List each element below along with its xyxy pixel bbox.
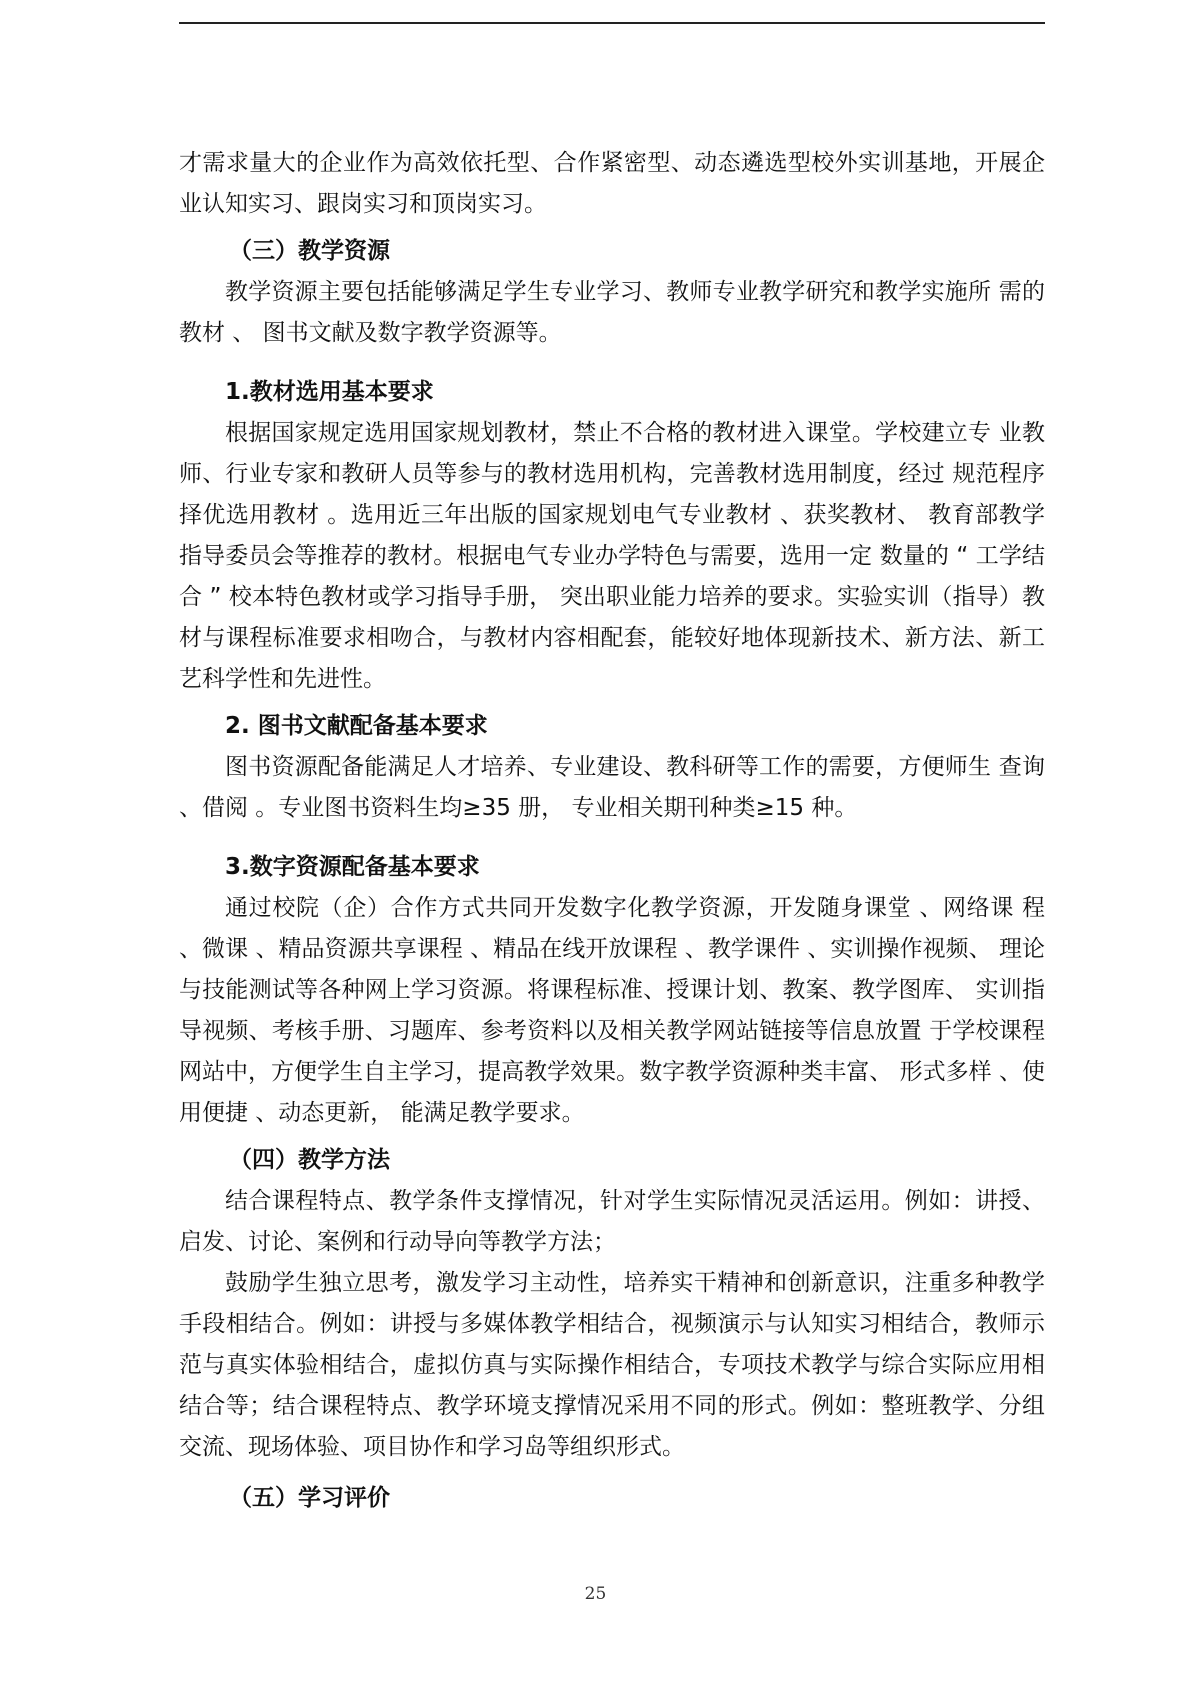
page-body bbox=[179, 143, 1045, 1519]
paragraph-teaching-methods-2: 鼓励学生独立思考，激发学习主动性，培养实干精神和创新意识，注重多种教学手段相结合。例如：讲授与多媒体教学相结合，视频演示与认知实习相结合，教师示范与真实体验相结合，虚拟仿真与实际操作相结合，专项技术教学与综合实际应用相结合等；结合课程特点、教学环境支撑情况采用不同的形式。例如：整班教学、分组交流、现场体验、项目协作和学习岛等组织形式。 bbox=[179, 1270, 1045, 1460]
subsection-title-library-resources: 2. 图书文献配备基本要求 bbox=[225, 713, 488, 739]
paragraph-textbook-selection: 根据国家规定选用国家规划教材，禁止不合格的教材进入课堂。学校建立专 业教师、行业专家和教研人员等参与的教材选用机构，完善教材选用制度，经过 规范程序择优选用教材 。选用近三年出版的国家规划电气专业教材 、获奖教材、 教育部教学指导委员会等推荐的教材。根据电气专业办学特色与需要，选用一定 数量的 “ 工学结合 ” 校本特色教材或学习指导手册， 突出职业能力培养的要求。实验实训（指导）教材与课程标准要求相吻合，与教材内容相配套，能较好地体现新技术、新方法、新工艺科学性和先进性。 bbox=[179, 420, 1045, 692]
paragraph-teaching-methods-1: 结合课程特点、教学条件支撑情况，针对学生实际情况灵活运用。例如：讲授、启发、讨论、案例和行动导向等教学方法； bbox=[179, 1188, 1045, 1255]
subsection-title-textbook-selection: 1.教材选用基本要求 bbox=[225, 379, 434, 405]
page-number: 25 bbox=[584, 1584, 607, 1604]
subsection-title-digital-resources: 3.数字资源配备基本要求 bbox=[225, 854, 480, 880]
section-title-teaching-resources: （三）教学资源 bbox=[229, 238, 390, 264]
header-rule bbox=[179, 22, 1045, 24]
section-title-learning-evaluation: （五）学习评价 bbox=[229, 1485, 390, 1511]
paragraph-continuation: 才需求量大的企业作为高效依托型、合作紧密型、动态遴选型校外实训基地，开展企业认知实习、跟岗实习和顶岗实习。 bbox=[179, 150, 1045, 217]
section-title-teaching-methods: （四）教学方法 bbox=[229, 1147, 390, 1173]
paragraph-digital-resources: 通过校院（企）合作方式共同开发数字化教学资源，开发随身课堂 、网络课 程 、微课 、精品资源共享课程 、精品在线开放课程 、教学课件 、实训操作视频、 理论与技能测试等各种网上学习资源。将课程标准、授课计划、教案、教学图库、 实训指导视频、考核手册、习题库、参考资料以及相关教学网站链接等信息放置 于学校课程网站中，方便学生自主学习，提高教学效果。数字教学资源种类丰富、 形式多样 、使用便捷 、动态更新， 能满足教学要求。 bbox=[179, 895, 1045, 1126]
paragraph-library-resources: 图书资源配备能满足人才培养、专业建设、教科研等工作的需要，方便师生 查询 、借阅 。专业图书资料生均≥35 册， 专业相关期刊种类≥15 种。 bbox=[179, 754, 1045, 821]
paragraph-resources-intro: 教学资源主要包括能够满足学生专业学习、教师专业教学研究和教学实施所 需的教材 、 图书文献及数字教学资源等。 bbox=[179, 279, 1045, 346]
